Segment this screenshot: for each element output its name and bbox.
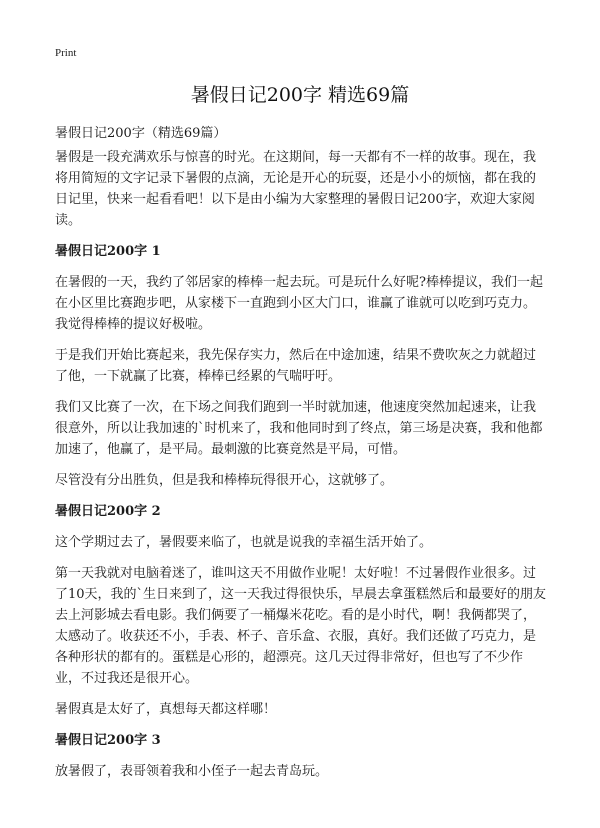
article-subtitle: 暑假日记200字（精选69篇） <box>55 126 227 141</box>
section-heading: 暑假日记200字 2 <box>55 504 161 519</box>
paragraph: 于是我们开始比赛起来，我先保存实力，然后在中途加速，结果不费吹灰之力就超过了他，一下就赢了比赛，棒棒已经累的气喘吁吁。 <box>55 348 537 384</box>
intro-paragraph: 暑假是一段充满欢乐与惊喜的时光。在这期间，每一天都有不一样的故事。现在，我将用简短的文字记录下暑假的点滴，无论是开心的玩耍，还是小小的烦恼，都在我的日记里，快来一起看看吧！以下是由小编为大家整理的暑假日记200字，欢迎大家阅读。 <box>55 150 537 228</box>
paragraph: 我们又比赛了一次，在下场之间我们跑到一半时就加速，他速度突然加起速来，让我很意外，所以让我加速的`时机来了，我和他同时到了终点，第三场是决赛，我和他都加速了，他赢了，是平局。最刺激的比赛竟然是平局，可惜。 <box>55 400 543 457</box>
paragraph: 放暑假了，表哥领着我和小侄子一起去青岛玩。 <box>55 764 329 779</box>
section-heading: 暑假日记200字 1 <box>55 244 161 259</box>
paragraph: 尽管没有分出胜负，但是我和棒棒玩得很开心，这就够了。 <box>55 473 394 488</box>
page-title: 暑假日记200字 精选69篇 <box>190 84 410 106</box>
paragraph: 暑假真是太好了，真想每天都这样哪！ <box>55 702 277 717</box>
section-heading: 暑假日记200字 3 <box>55 733 161 748</box>
paragraph: 在暑假的一天，我约了邻居家的棒棒一起去玩。可是玩什么好呢?棒棒提议，我们一起在小区里比赛跑步吧，从家楼下一直跑到小区大门口，谁赢了谁就可以吃到巧克力。我觉得棒棒的提议好极啦。 <box>55 275 543 332</box>
article-body <box>55 147 548 792</box>
paragraph: 这个学期过去了，暑假要来临了，也就是说我的幸福生活开始了。 <box>55 535 433 550</box>
print-link[interactable]: Print <box>55 47 77 59</box>
paragraph: 第一天我就对电脑着迷了，谁叫这天不用做作业呢！太好啦！不过暑假作业很多。过了10天，我的`生日来到了，这一天我过得很快乐，早晨去拿蛋糕然后和最要好的朋友去上河影城去看电影。我们俩要了一桶爆米花吃。看的是小时代，啊！我俩都哭了，太感动了。收获还不小，手表、杯子、音乐盒、衣服，真好。我们还做了巧克力，是各种形状的都有的。蛋糕是心形的，超漂亮。这几天过得非常好，但也写了不少作业，不过我还是很开心。 <box>55 566 547 686</box>
